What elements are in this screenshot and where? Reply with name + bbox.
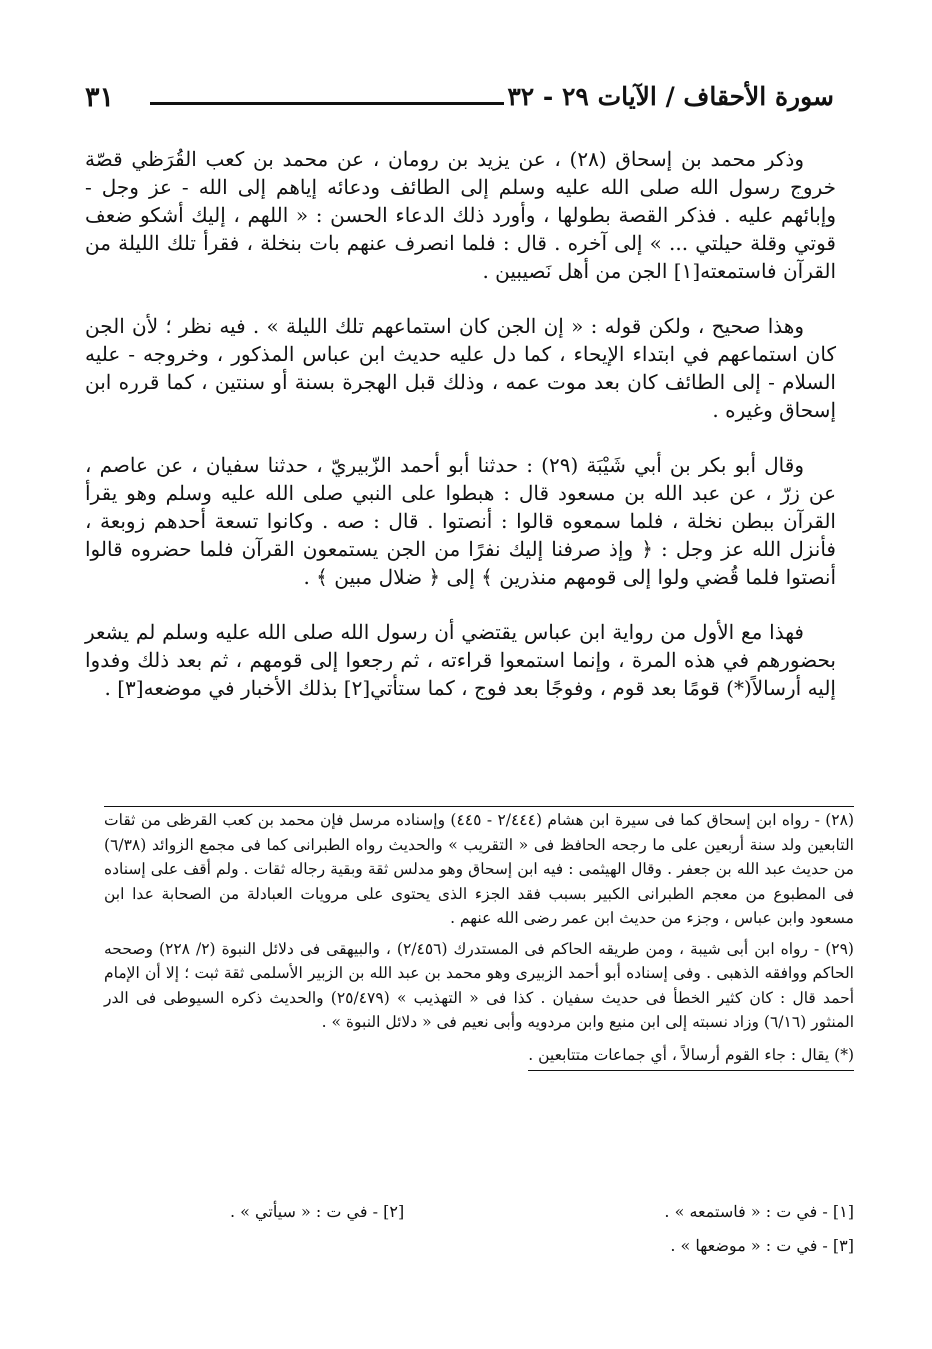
variant-row (230, 1229, 854, 1263)
page-number: ٣١ (85, 82, 115, 113)
footnote-29: (٢٩) - رواه ابن أبى شيبة ، ومن طريقه الحاكم فى المستدرك (٢/٤٥٦) ، والبيهقى فى دلائل النبوة (٢/ ٢٢٨) وصححه الحاكم ووافقه الذهبى . وفى إسناده أبو أحمد الزبيرى وهو محمد بن عبد الله بن الزبير الأسلمى ثقة ثبت ؛ إلا أن الإمام أحمد قال : كان كثير الخطأ فى حديث سفيان . كذا فى « التهذيب » (٢٥/٤٧٩) والحديث ذكره السيوطى فى الدر المنثور (٦/١٦) وزاد نسبته إلى ابن منيع وابن مردويه وأبى نعيم فى « دلائل النبوة » . (104, 939, 854, 1031)
main-text (85, 145, 836, 729)
variant-3: [٣] - في ت : « موضعها » . (670, 1236, 854, 1255)
paragraph-3: وقال أبو بكر بن أبي شَيْبَة (٢٩) : حدثنا أبو أحمد الزّبيريّ ، حدثنا سفيان ، عن عاصم ، عن زرّ ، عن عبد الله بن مسعود قال : هبطوا على النبي صلى الله عليه وسلم وهو يقرأ القرآن ببطن نخلة ، فلما سمعوه قالوا : أنصتوا . قال : صه . وكانوا تسعة أحدهم زوبعة ، فأنزل الله عز وجل : ﴿ وإذ صرفنا إليك نفرًا من الجن يستمعون القرآن فلما حضروه قالوا أنصتوا فلما قُضي ولوا إلى قومهم منذرين ﴾ إلى ﴿ ضلال مبين ﴾ . (85, 453, 836, 589)
footnote-rule (104, 806, 854, 807)
footnote-asterisk: (*) يقال : جاء القوم أرسالاً ، أي جماعات متتابعين . (528, 1043, 854, 1072)
paragraph-4: فهذا مع الأول من رواية ابن عباس يقتضي أن رسول الله صلى الله عليه وسلم لم يشعر بحضورهم في هذه المرة ، وإنما استمعوا قراءته ، ثم رجعوا إلى قومهم ، ثم بعد ذلك وفدوا إليه أرسالاً(*) قومًا بعد قوم ، وفوجًا بعد فوج ، كما ستأتي[٢] بذلك الأخبار في موضعه[٣] . (85, 620, 836, 700)
running-title: سورة الأحقاف / الآيات ٢٩ - ٣٢ (507, 82, 834, 111)
variant-2: [٢] - في ت : « سيأتي » . (230, 1202, 405, 1221)
paragraph-1: وذكر محمد بن إسحاق (٢٨) ، عن يزيد بن رومان ، عن محمد بن كعب القُرَظي قصّة خروج رسول الله صلى الله عليه وسلم إلى الطائف ودعائه إياهم إلى الله - عز وجل - وإبائهم عليه . فذكر القصة بطولها ، وأورد ذلك الدعاء الحسن : « اللهم ، إليك أشكو ضعف قوتي وقلة حيلتي ... » إلى آخره . قال : فلما انصرف عنهم بات بنخلة ، فقرأ تلك الليلة من القرآن فاستمعته[١] الجن من أهل نَصيبين . (85, 147, 836, 283)
footnote-28: (٢٨) - رواه ابن إسحاق كما فى سيرة ابن هشام (٢/٤٤٤ - ٤٤٥) وإسناده مرسل فإن محمد بن كعب القرظى من ثقات التابعين ولد سنة أربعين على ما رجحه الحافظ فى « التقريب » والحديث رواه الطبرانى كما فى مجمع الزوائد (٦/٣٨) من حديث عبد الله بن جعفر . وقال الهيثمى : فيه ابن إسحاق وهو مدلس ثقة وبقية رجاله ثقات . ولم أقف على إسناده فى المطبوع من معجم الطبرانى الكبير بسبب فقد الجزء الذى يحتوى على مرويات العبادلة من الصحابة عدا ابن مسعود وابن عباس ، وجزء من حديث ابن عمر رضى الله عنهم . (104, 811, 855, 927)
footnotes (104, 808, 854, 1071)
page-header (85, 82, 834, 122)
manuscript-variants (230, 1195, 854, 1263)
variant-1: [١] - في ت : « فاستمعه » . (664, 1202, 854, 1221)
paragraph-2: وهذا صحيح ، ولكن قوله : « إن الجن كان استماعهم تلك الليلة » . فيه نظر ؛ لأن الجن كان استماعهم في ابتداء الإيحاء ، كما دل عليه حديث ابن عباس المذكور ، وخروجه - عليه السلام - إلى الطائف كان بعد موت عمه ، وذلك قبل الهجرة بسنة أو سنتين ، كما قرره ابن إسحاق وغيره . (85, 314, 836, 422)
header-rule (150, 102, 504, 105)
variant-row (230, 1195, 854, 1229)
